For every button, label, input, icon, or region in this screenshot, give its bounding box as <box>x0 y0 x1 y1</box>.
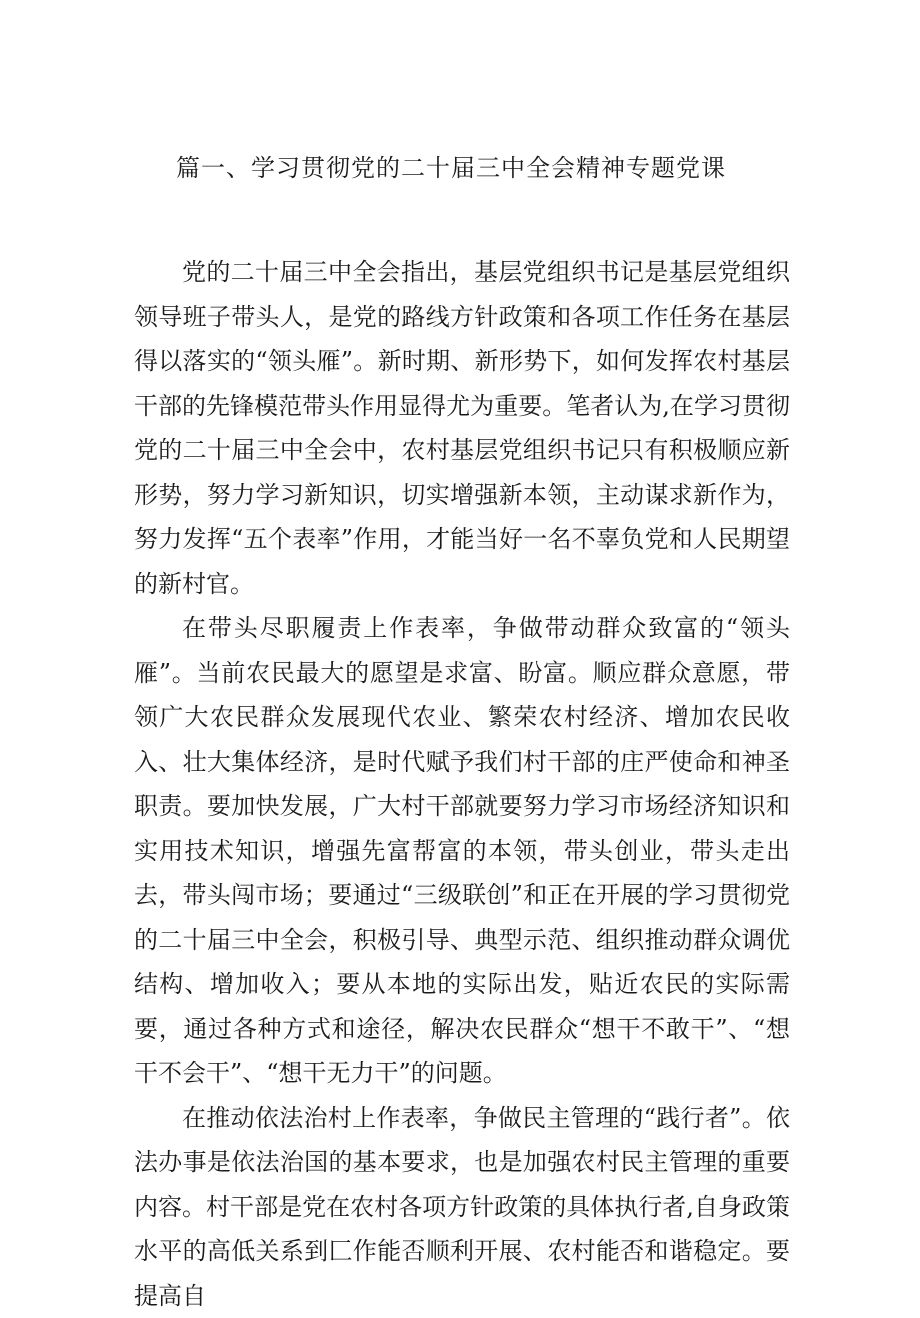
document-title: 篇一、学习贯彻党的二十届三中全会精神专题党课 <box>176 150 816 186</box>
paragraph-3: 在推动依法治村上作表率，争做民主管理的“践行者”。依法办事是依法治国的基本要求，也是加强农村民主管理的重要内容。村干部是党在农村各项方针政策的具体执行者,自身政策水平的高低关系到匚作能否顺利开展、农村能否和谐稳定。要提高自 <box>134 1096 790 1318</box>
document-body <box>134 250 790 1318</box>
paragraph-1: 党的二十届三中全会指出，基层党组织书记是基层党组织领导班子带头人，是党的路线方针政策和各项工作任务在基层得以落实的“领头雁”。新时期、新形势下，如何发挥农村基层干部的先锋模范带头作用显得尤为重要。笔者认为,在学习贯彻党的二十届三中全会中，农村基层党组织书记只有积极顺应新形势，努力学习新知识，切实增强新本领，主动谋求新作为，努力发挥“五个表率”作用，才能当好一名不辜负党和人民期望的新村官。 <box>134 250 790 606</box>
paragraph-2: 在带头尽职履责上作表率，争做带动群众致富的“领头雁”。当前农民最大的愿望是求富、盼富。顺应群众意愿，带领广大农民群众发展现代农业、繁荣农村经济、增加农民收入、壮大集体经济，是时代赋予我们村干部的庄严使命和神圣职责。要加快发展，广大村干部就要努力学习市场经济知识和实用技术知识，增强先富帮富的本领，带头创业，带头走出去，带头闯市场；要通过“三级联创”和正在开展的学习贯彻党的二十届三中全会，积极引导、典型示范、组织推动群众调优结构、增加收入；要从本地的实际出发，贴近农民的实际需要，通过各种方式和途径，解决农民群众“想干不敢干”、“想干不会干”、“想干无力干”的问题。 <box>134 606 790 1096</box>
